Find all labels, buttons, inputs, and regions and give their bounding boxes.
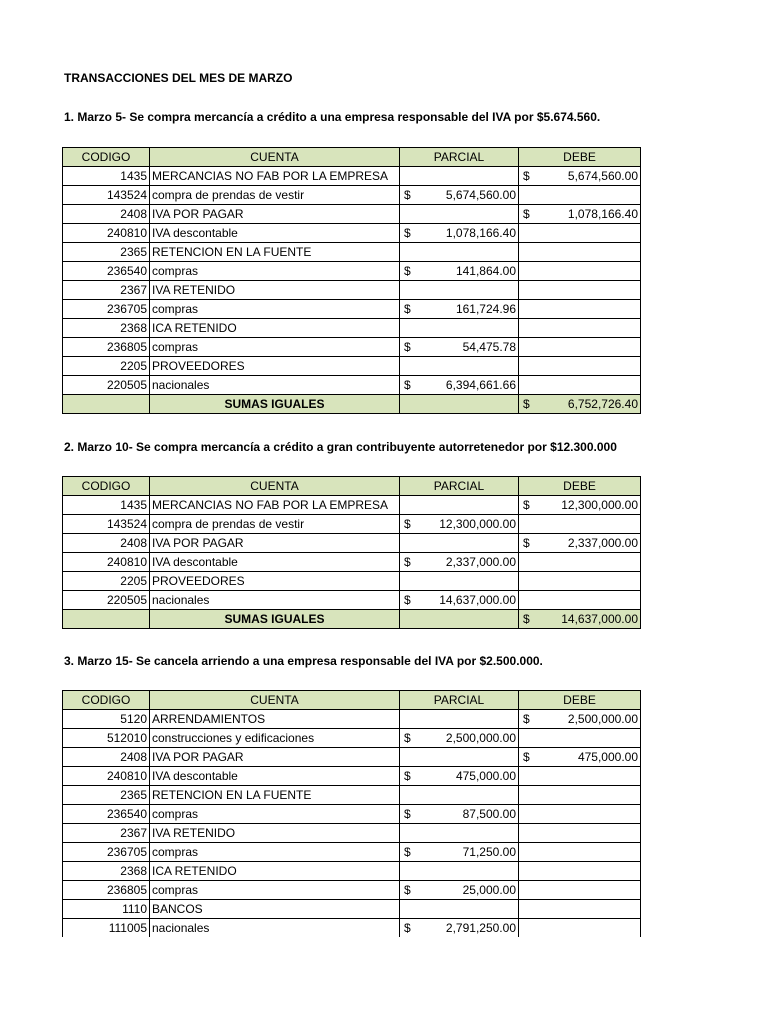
amount-value: 141,864.00: [455, 264, 516, 278]
cell-codigo: 220505: [63, 591, 150, 610]
cell-cuenta: MERCANCIAS NO FAB POR LA EMPRESA: [150, 496, 400, 515]
cell-cuenta: IVA POR PAGAR: [150, 748, 400, 767]
table-row: [63, 496, 641, 515]
cell-debe: [519, 167, 641, 186]
cell-cuenta: compras: [150, 881, 400, 900]
totals-label: SUMAS IGUALES: [150, 395, 400, 414]
amount-value: 2,500,000.00: [567, 712, 638, 726]
table-row: [63, 591, 641, 610]
cell-parcial: [400, 205, 519, 224]
header-debe: DEBE: [519, 691, 641, 710]
amount-value: 6,394,661.66: [445, 378, 516, 392]
cell-codigo: 2408: [63, 534, 150, 553]
cell-parcial: [400, 919, 519, 938]
cell-parcial: [400, 710, 519, 729]
cell-codigo: 2367: [63, 824, 150, 843]
cell-parcial: [400, 300, 519, 319]
currency-sign: $: [523, 536, 530, 550]
table-row: [63, 262, 641, 281]
cell-codigo: 220505: [63, 376, 150, 395]
cell-parcial: [400, 843, 519, 862]
table-row: [63, 319, 641, 338]
currency-sign: $: [404, 921, 411, 935]
header-parcial: PARCIAL: [400, 148, 519, 167]
table-row: [63, 281, 641, 300]
currency-sign: $: [404, 807, 411, 821]
table-row: [63, 186, 641, 205]
currency-sign: $: [404, 517, 411, 531]
cell-cuenta: IVA POR PAGAR: [150, 534, 400, 553]
amount-value: 6,752,726.40: [567, 397, 638, 411]
table-header-row: [63, 691, 641, 710]
header-codigo: CODIGO: [63, 148, 150, 167]
cell-debe: [519, 729, 641, 748]
cell-codigo: 240810: [63, 767, 150, 786]
cell-cuenta: ARRENDAMIENTOS: [150, 710, 400, 729]
header-codigo: CODIGO: [63, 477, 150, 496]
totals-empty-cell: [400, 395, 519, 414]
amount-value: 2,337,000.00: [445, 555, 516, 569]
cell-cuenta: IVA descontable: [150, 767, 400, 786]
amount-value: 25,000.00: [462, 883, 516, 897]
cell-debe: [519, 591, 641, 610]
totals-row: [63, 395, 641, 414]
cell-cuenta: ICA RETENIDO: [150, 862, 400, 881]
table-row: [63, 824, 641, 843]
cell-cuenta: compra de prendas de vestir: [150, 186, 400, 205]
transaction-heading: 3. Marzo 15- Se cancela arriendo a una empresa responsable del IVA por $2.500.000.: [64, 654, 543, 668]
table-row: [63, 205, 641, 224]
cell-cuenta: nacionales: [150, 591, 400, 610]
cell-cuenta: ICA RETENIDO: [150, 319, 400, 338]
cell-codigo: 111005: [63, 919, 150, 938]
cell-debe: [519, 357, 641, 376]
cell-cuenta: compras: [150, 805, 400, 824]
cell-codigo: 2368: [63, 862, 150, 881]
cell-codigo: 240810: [63, 224, 150, 243]
ledger-table: [62, 147, 641, 414]
amount-value: 71,250.00: [462, 845, 516, 859]
amount-value: 14,637,000.00: [439, 593, 516, 607]
cell-debe: [519, 824, 641, 843]
totals-row: [63, 610, 641, 629]
cell-cuenta: PROVEEDORES: [150, 357, 400, 376]
cell-codigo: 1110: [63, 900, 150, 919]
amount-value: 2,337,000.00: [567, 536, 638, 550]
totals-debe: [519, 610, 641, 629]
table-row: [63, 572, 641, 591]
cell-parcial: [400, 534, 519, 553]
cell-parcial: [400, 881, 519, 900]
cell-cuenta: compras: [150, 338, 400, 357]
table-row: [63, 376, 641, 395]
amount-value: 1,078,166.40: [445, 226, 516, 240]
currency-sign: $: [404, 845, 411, 859]
cell-parcial: [400, 262, 519, 281]
cell-debe: [519, 376, 641, 395]
cell-cuenta: nacionales: [150, 376, 400, 395]
header-debe: DEBE: [519, 477, 641, 496]
table-row: [63, 881, 641, 900]
cell-debe: [519, 881, 641, 900]
table-row: [63, 534, 641, 553]
cell-debe: [519, 496, 641, 515]
cell-parcial: [400, 186, 519, 205]
currency-sign: $: [404, 769, 411, 783]
cell-parcial: [400, 338, 519, 357]
table-row: [63, 748, 641, 767]
cell-codigo: 2408: [63, 205, 150, 224]
ledger-table: [62, 476, 641, 629]
amount-value: 2,791,250.00: [445, 921, 516, 935]
table-row: [63, 900, 641, 919]
currency-sign: $: [523, 169, 530, 183]
cell-parcial: [400, 767, 519, 786]
header-parcial: PARCIAL: [400, 691, 519, 710]
cell-parcial: [400, 243, 519, 262]
cell-codigo: 236805: [63, 881, 150, 900]
ledger-table: [62, 690, 641, 937]
cell-parcial: [400, 591, 519, 610]
cell-debe: [519, 919, 641, 938]
header-cuenta: CUENTA: [150, 691, 400, 710]
currency-sign: $: [404, 226, 411, 240]
currency-sign: $: [523, 207, 530, 221]
cell-debe: [519, 900, 641, 919]
cell-codigo: 240810: [63, 553, 150, 572]
cell-debe: [519, 224, 641, 243]
cell-debe: [519, 262, 641, 281]
amount-value: 161,724.96: [455, 302, 516, 316]
cell-codigo: 236540: [63, 805, 150, 824]
currency-sign: $: [523, 750, 530, 764]
cell-cuenta: IVA RETENIDO: [150, 824, 400, 843]
transaction-heading: 2. Marzo 10- Se compra mercancía a crédito a gran contribuyente autorretenedor por $12.300.000: [64, 440, 617, 454]
cell-codigo: 2408: [63, 748, 150, 767]
cell-debe: [519, 300, 641, 319]
table-row: [63, 729, 641, 748]
currency-sign: $: [404, 188, 411, 202]
cell-cuenta: compras: [150, 843, 400, 862]
cell-debe: [519, 186, 641, 205]
cell-debe: [519, 862, 641, 881]
totals-empty-cell: [63, 610, 150, 629]
cell-cuenta: compras: [150, 300, 400, 319]
table-row: [63, 767, 641, 786]
cell-debe: [519, 786, 641, 805]
totals-debe: [519, 395, 641, 414]
currency-sign: $: [404, 883, 411, 897]
cell-cuenta: compras: [150, 262, 400, 281]
cell-debe: [519, 243, 641, 262]
cell-cuenta: BANCOS: [150, 900, 400, 919]
cell-parcial: [400, 553, 519, 572]
cell-parcial: [400, 281, 519, 300]
cell-parcial: [400, 900, 519, 919]
cell-parcial: [400, 167, 519, 186]
amount-value: 2,500,000.00: [445, 731, 516, 745]
cell-codigo: 143524: [63, 186, 150, 205]
cell-cuenta: construcciones y edificaciones: [150, 729, 400, 748]
currency-sign: $: [404, 731, 411, 745]
cell-debe: [519, 767, 641, 786]
cell-parcial: [400, 376, 519, 395]
amount-value: 475,000.00: [455, 769, 516, 783]
currency-sign: $: [404, 593, 411, 607]
cell-codigo: 2365: [63, 243, 150, 262]
cell-codigo: 1435: [63, 496, 150, 515]
cell-cuenta: nacionales: [150, 919, 400, 938]
table-row: [63, 553, 641, 572]
cell-parcial: [400, 319, 519, 338]
cell-codigo: 236805: [63, 338, 150, 357]
cell-parcial: [400, 805, 519, 824]
cell-parcial: [400, 824, 519, 843]
currency-sign: $: [523, 498, 530, 512]
cell-cuenta: RETENCION EN LA FUENTE: [150, 243, 400, 262]
amount-value: 12,300,000.00: [439, 517, 516, 531]
cell-parcial: [400, 786, 519, 805]
cell-parcial: [400, 515, 519, 534]
cell-debe: [519, 710, 641, 729]
table-row: [63, 843, 641, 862]
amount-value: 5,674,560.00: [445, 188, 516, 202]
table-header-row: [63, 148, 641, 167]
cell-codigo: 2367: [63, 281, 150, 300]
cell-cuenta: IVA descontable: [150, 553, 400, 572]
cell-debe: [519, 748, 641, 767]
table-body: [63, 710, 641, 938]
cell-debe: [519, 534, 641, 553]
cell-codigo: 2205: [63, 572, 150, 591]
cell-parcial: [400, 862, 519, 881]
table-body: [63, 496, 641, 629]
cell-cuenta: IVA POR PAGAR: [150, 205, 400, 224]
cell-codigo: 236705: [63, 843, 150, 862]
amount-value: 87,500.00: [462, 807, 516, 821]
table-row: [63, 338, 641, 357]
table-row: [63, 300, 641, 319]
table-row: [63, 786, 641, 805]
amount-value: 5,674,560.00: [567, 169, 638, 183]
table-row: [63, 710, 641, 729]
table-header-row: [63, 477, 641, 496]
cell-codigo: 2205: [63, 357, 150, 376]
cell-debe: [519, 572, 641, 591]
currency-sign: $: [523, 712, 530, 726]
cell-parcial: [400, 224, 519, 243]
cell-debe: [519, 338, 641, 357]
table-row: [63, 357, 641, 376]
cell-parcial: [400, 729, 519, 748]
currency-sign: $: [404, 302, 411, 316]
cell-codigo: 5120: [63, 710, 150, 729]
page-title: TRANSACCIONES DEL MES DE MARZO: [64, 71, 293, 85]
currency-sign: $: [523, 397, 530, 411]
currency-sign: $: [404, 264, 411, 278]
currency-sign: $: [404, 340, 411, 354]
cell-parcial: [400, 572, 519, 591]
cell-codigo: 512010: [63, 729, 150, 748]
table-row: [63, 862, 641, 881]
table-row: [63, 224, 641, 243]
currency-sign: $: [404, 555, 411, 569]
amount-value: 1,078,166.40: [567, 207, 638, 221]
cell-cuenta: PROVEEDORES: [150, 572, 400, 591]
cell-codigo: 236705: [63, 300, 150, 319]
totals-empty-cell: [63, 395, 150, 414]
cell-debe: [519, 319, 641, 338]
header-codigo: CODIGO: [63, 691, 150, 710]
table-body: [63, 167, 641, 414]
header-debe: DEBE: [519, 148, 641, 167]
cell-parcial: [400, 748, 519, 767]
table-row: [63, 515, 641, 534]
currency-sign: $: [523, 612, 530, 626]
cell-cuenta: MERCANCIAS NO FAB POR LA EMPRESA: [150, 167, 400, 186]
cell-parcial: [400, 496, 519, 515]
cell-cuenta: IVA RETENIDO: [150, 281, 400, 300]
cell-parcial: [400, 357, 519, 376]
cell-debe: [519, 515, 641, 534]
cell-codigo: 2365: [63, 786, 150, 805]
cell-debe: [519, 205, 641, 224]
cell-debe: [519, 843, 641, 862]
header-cuenta: CUENTA: [150, 148, 400, 167]
currency-sign: $: [404, 378, 411, 392]
totals-empty-cell: [400, 610, 519, 629]
cell-cuenta: IVA descontable: [150, 224, 400, 243]
amount-value: 475,000.00: [577, 750, 638, 764]
totals-label: SUMAS IGUALES: [150, 610, 400, 629]
cell-cuenta: RETENCION EN LA FUENTE: [150, 786, 400, 805]
table-row: [63, 805, 641, 824]
cell-cuenta: compra de prendas de vestir: [150, 515, 400, 534]
amount-value: 14,637,000.00: [561, 612, 638, 626]
table-row: [63, 243, 641, 262]
transaction-heading: 1. Marzo 5- Se compra mercancía a crédito a una empresa responsable del IVA por $5.674.560.: [64, 110, 601, 124]
header-cuenta: CUENTA: [150, 477, 400, 496]
cell-codigo: 236540: [63, 262, 150, 281]
cell-codigo: 143524: [63, 515, 150, 534]
cell-codigo: 1435: [63, 167, 150, 186]
cell-debe: [519, 553, 641, 572]
cell-debe: [519, 281, 641, 300]
amount-value: 12,300,000.00: [561, 498, 638, 512]
cell-debe: [519, 805, 641, 824]
table-row: [63, 167, 641, 186]
cell-codigo: 2368: [63, 319, 150, 338]
header-parcial: PARCIAL: [400, 477, 519, 496]
table-row: [63, 919, 641, 938]
amount-value: 54,475.78: [462, 340, 516, 354]
